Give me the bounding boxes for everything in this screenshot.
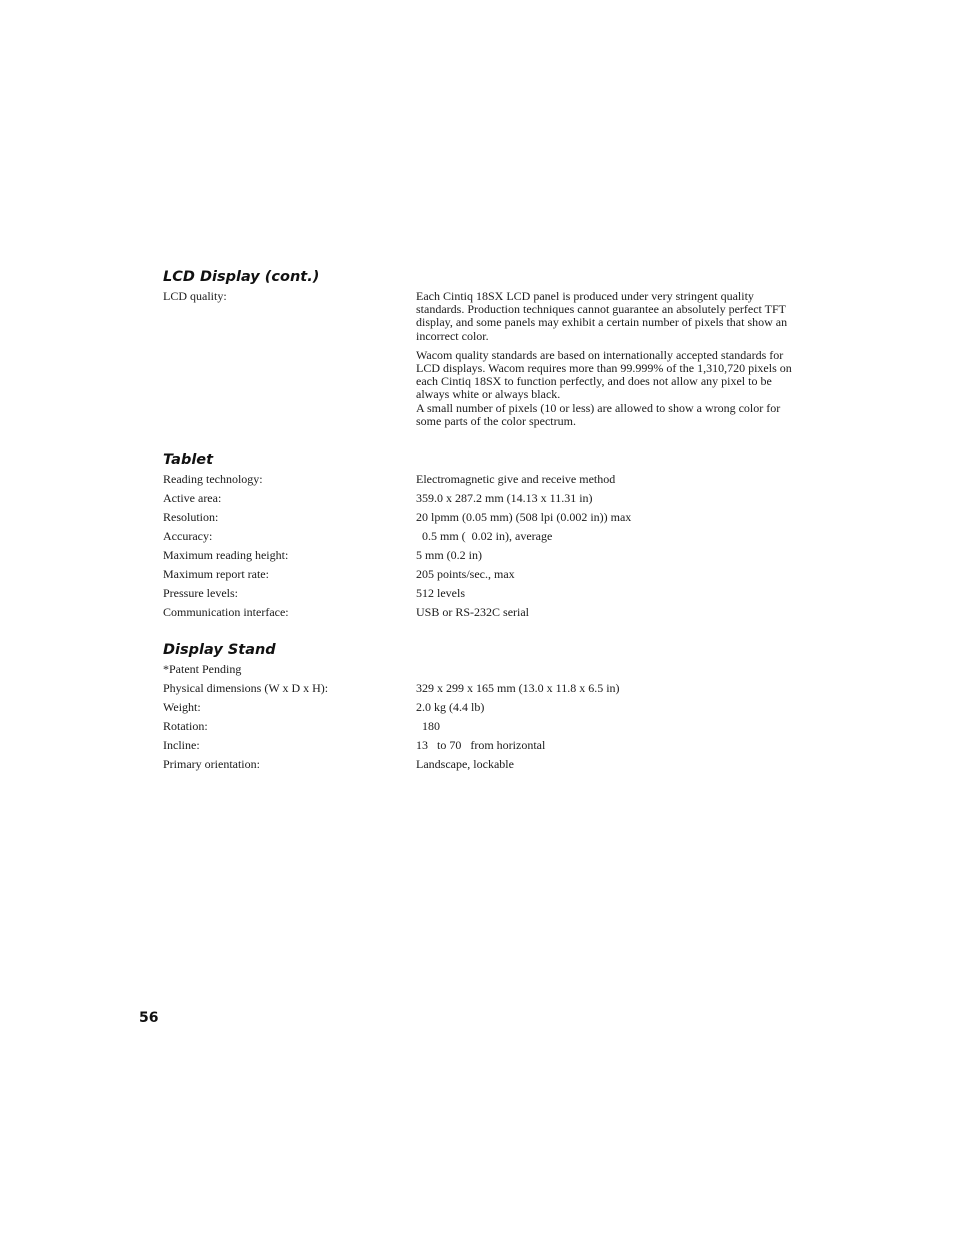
spec-row — [163, 546, 793, 565]
lcd-quality-row — [163, 287, 793, 428]
tablet-section — [163, 450, 793, 622]
lcd-heading: LCD Display (cont.) — [163, 269, 320, 285]
lcd-paragraph-part: A small number of pixels (10 or less) are allowed to show a wrong color for some parts of the color spectrum. — [416, 400, 781, 428]
spec-value: 205 points/sec., max — [416, 567, 515, 582]
lcd-quality-label: LCD quality: — [163, 289, 227, 303]
lcd-paragraph — [416, 349, 793, 428]
spec-row — [163, 565, 793, 584]
spec-label: Weight: — [163, 700, 201, 715]
spec-label: Incline: — [163, 738, 200, 753]
spec-value: 20 lpmm (0.05 mm) (508 lpi (0.002 in)) max — [416, 510, 632, 525]
page-number: 56 — [139, 1010, 159, 1026]
spec-value: Landscape, lockable — [416, 757, 514, 772]
spec-value: USB or RS-232C serial — [416, 605, 530, 620]
spec-value: 0.5 mm ( 0.02 in), average — [416, 529, 553, 544]
spec-label: Accuracy: — [163, 529, 213, 544]
spec-value: 180 — [416, 719, 440, 734]
spec-value: 359.0 x 287.2 mm (14.13 x 11.31 in) — [416, 491, 593, 506]
spec-row — [163, 679, 793, 698]
spec-value: Electromagnetic give and receive method — [416, 472, 616, 487]
lcd-paragraph: Each Cintiq 18SX LCD panel is produced under very stringent quality standards. Production techniques cannot guarantee an absolutely perfect TFT display, and some panels may exhibit a certain number of pixels that show an incorrect color. — [416, 289, 788, 343]
spec-row — [163, 489, 793, 508]
stand-heading: Display Stand — [163, 642, 276, 659]
spec-value: 5 mm (0.2 in) — [416, 548, 482, 563]
spec-row — [163, 736, 793, 755]
spec-value: 13 to 70 from horizontal — [416, 738, 546, 753]
spec-label: Communication interface: — [163, 605, 289, 620]
spec-value: 2.0 kg (4.4 lb) — [416, 700, 485, 715]
spec-label: Resolution: — [163, 510, 219, 525]
spec-label: Pressure levels: — [163, 586, 238, 601]
spec-content — [163, 267, 793, 774]
spec-row — [163, 508, 793, 527]
spec-row — [163, 470, 793, 489]
spec-label: Reading technology: — [163, 472, 263, 487]
spec-row — [163, 717, 793, 736]
lcd-paragraph-part: Wacom quality standards are based on internationally accepted standards for LCD displays. Wacom requires more than 99.999% of the 1,310,720 pixels on each Cintiq 18SX to function perfectly, and does not allow any pixel to be always white or always black. — [416, 347, 792, 402]
spec-label: Maximum reading height: — [163, 548, 289, 563]
stand-section — [163, 640, 793, 774]
spec-row — [163, 584, 793, 603]
spec-label: Primary orientation: — [163, 757, 260, 772]
lcd-section — [163, 267, 793, 428]
spec-label: Maximum report rate: — [163, 567, 269, 582]
spec-label: Physical dimensions (W x D x H): — [163, 681, 329, 696]
patent-note: *Patent Pending — [163, 662, 242, 677]
spec-label: Rotation: — [163, 719, 208, 734]
tablet-heading: Tablet — [163, 452, 214, 469]
spec-label: Active area: — [163, 491, 222, 506]
spec-value: 512 levels — [416, 586, 465, 601]
spec-row — [163, 755, 793, 774]
spec-value: 329 x 299 x 165 mm (13.0 x 11.8 x 6.5 in) — [416, 681, 620, 696]
lcd-quality-text — [416, 287, 793, 428]
spec-row — [163, 698, 793, 717]
spec-row — [163, 527, 793, 546]
spec-row — [163, 603, 793, 622]
